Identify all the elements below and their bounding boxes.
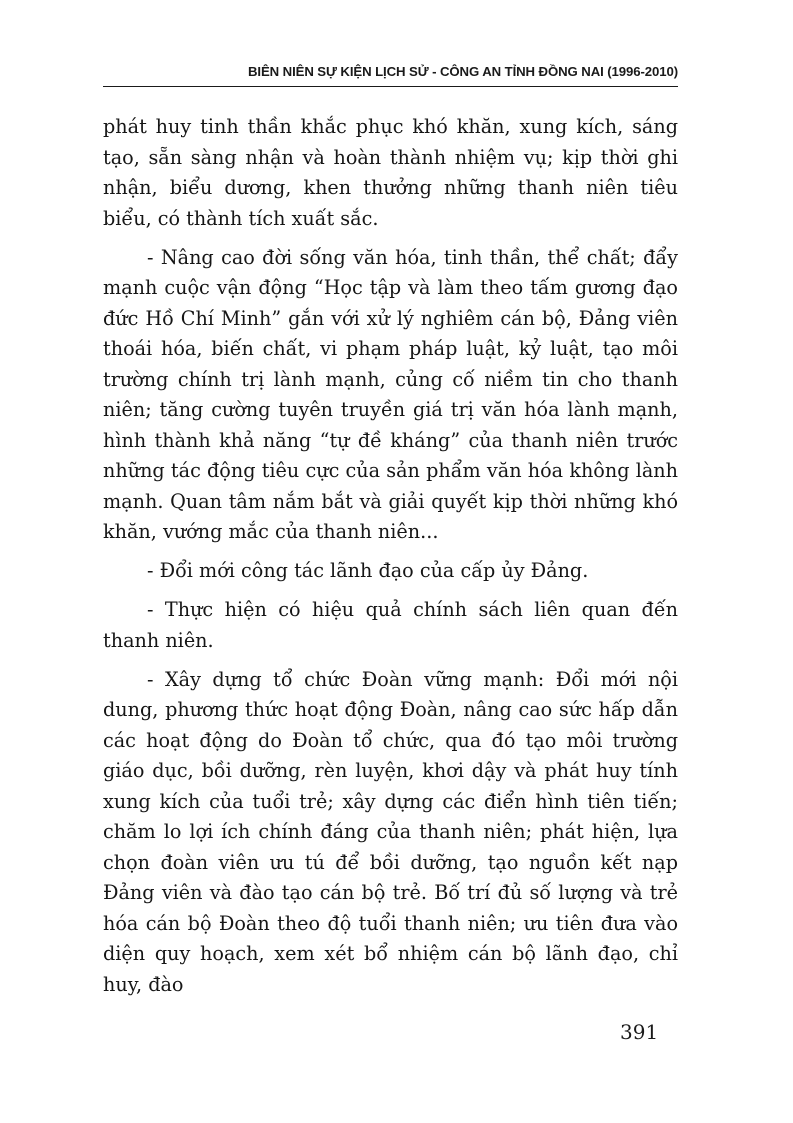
paragraph-union-organization: - Xây dựng tổ chức Đoàn vững mạnh: Đổi mới nội dung, phương thức hoạt động Đoàn, nâng cao sức hấp dẫn các hoạt động do Đoàn tổ chức, qua đó tạo môi trường giáo dục, bồi dưỡng, rèn luyện, khơi dậy và phát huy tính xung kích của tuổi trẻ; xây dựng các điển hình tiên tiến; chăm lo lợi ích chính đáng của thanh niên; phát hiện, lựa chọn đoàn viên ưu tú để bồi dưỡng, tạo nguồn kết nạp Đảng viên và đào tạo cán bộ trẻ. Bố trí đủ số lượng và trẻ hóa cán bộ Đoàn theo độ tuổi thanh niên; ưu tiên đưa vào diện quy hoạch, xem xét bổ nhiệm cán bộ lãnh đạo, chỉ huy, đào — [103, 667, 678, 996]
running-header — [103, 62, 678, 87]
page-number: 391 — [620, 1020, 659, 1044]
paragraph-culture-life: - Nâng cao đời sống văn hóa, tinh thần, thể chất; đẩy mạnh cuộc vận động “Học tập và làm theo tấm gương đạo đức Hồ Chí Minh” gắn với xử lý nghiêm cán bộ, Đảng viên thoái hóa, biến chất, vi phạm pháp luật, kỷ luật, tạo môi trường chính trị lành mạnh, củng cố niềm tin cho thanh niên; tăng cường tuyên truyền giá trị văn hóa lành mạnh, hình thành khả năng “tự đề kháng” của thanh niên trước những tác động tiêu cực của sản phẩm văn hóa không lành mạnh. Quan tâm nắm bắt và giải quyết kịp thời những khó khăn, vướng mắc của thanh niên... — [103, 245, 678, 543]
paragraph-continuation: phát huy tinh thần khắc phục khó khăn, xung kích, sáng tạo, sẵn sàng nhận và hoàn thành nhiệm vụ; kịp thời ghi nhận, biểu dương, khen thưởng những thanh niên tiêu biểu, có thành tích xuất sắc. — [103, 115, 678, 230]
paragraph-party-leadership: - Đổi mới công tác lãnh đạo của cấp ủy Đảng. — [147, 559, 589, 582]
body-text — [103, 112, 678, 1000]
paragraph-youth-policy: - Thực hiện có hiệu quả chính sách liên quan đến thanh niên. — [103, 598, 678, 652]
running-header-title: BIÊN NIÊN SỰ KIỆN LỊCH SỬ - CÔNG AN TỈNH ĐỒNG NAI (1996-2010) — [247, 64, 678, 79]
